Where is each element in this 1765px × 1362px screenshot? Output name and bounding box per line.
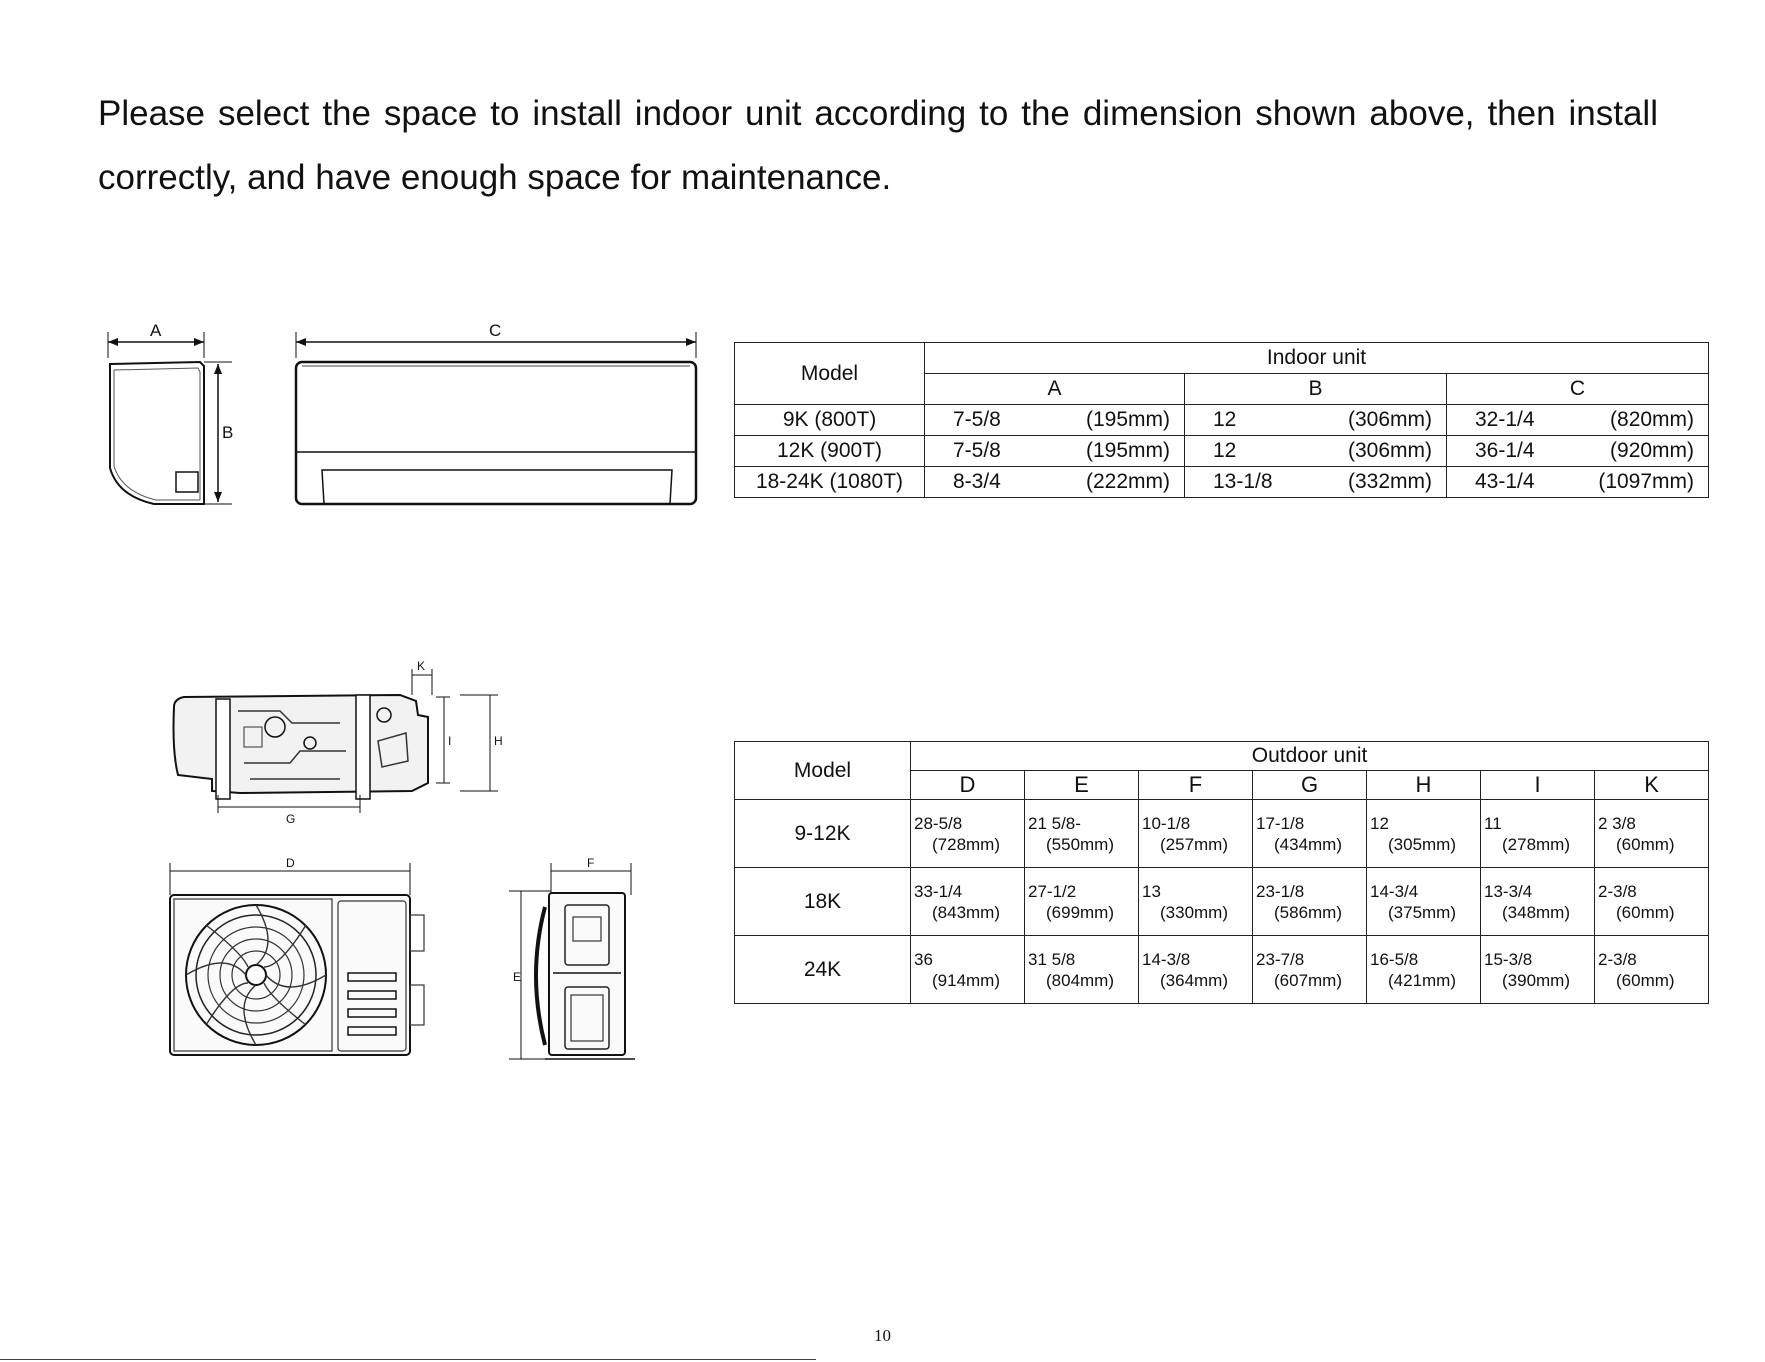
dimension-cell: 7-5/8 (195mm) bbox=[925, 436, 1185, 467]
outdoor-unit-header: Outdoor unit bbox=[911, 742, 1709, 771]
table-row bbox=[735, 868, 1709, 936]
table-row bbox=[735, 467, 1709, 498]
indoor-model-cell: 12K (900T) bbox=[735, 436, 925, 467]
dimension-cell: 8-3/4 (222mm) bbox=[925, 467, 1185, 498]
table-row bbox=[735, 405, 1709, 436]
table-row bbox=[735, 936, 1709, 1004]
dimension-cell: 2-3/8 (60mm) bbox=[1595, 936, 1709, 1004]
dimension-label-a: A bbox=[150, 321, 162, 340]
indoor-column-b: B bbox=[1185, 374, 1447, 405]
dimension-label-b: B bbox=[222, 423, 234, 442]
outdoor-unit-side-view bbox=[505, 855, 645, 1065]
indoor-unit-front-view bbox=[292, 318, 702, 510]
dimension-label-f: F bbox=[587, 856, 595, 870]
dimension-cell: 32-1/4 (820mm) bbox=[1447, 405, 1709, 436]
dimension-cell: 15-3/8 (390mm) bbox=[1481, 936, 1595, 1004]
dimension-cell: 12 (306mm) bbox=[1185, 436, 1447, 467]
dimension-cell: 14-3/4 (375mm) bbox=[1367, 868, 1481, 936]
dimension-cell: 12 (306mm) bbox=[1185, 405, 1447, 436]
dimension-cell: 36 (914mm) bbox=[911, 936, 1025, 1004]
outdoor-model-cell: 18K bbox=[735, 868, 911, 936]
dimension-cell: 13 (330mm) bbox=[1139, 868, 1253, 936]
dimension-cell: 17-1/8 (434mm) bbox=[1253, 800, 1367, 868]
indoor-unit-header: Indoor unit bbox=[925, 343, 1709, 374]
indoor-model-header: Model bbox=[735, 343, 925, 405]
indoor-unit-side-view bbox=[100, 318, 240, 510]
dimension-cell: 2 3/8 (60mm) bbox=[1595, 800, 1709, 868]
indoor-model-cell: 18-24K (1080T) bbox=[735, 467, 925, 498]
dimension-cell: 2-3/8 (60mm) bbox=[1595, 868, 1709, 936]
dimension-cell: 21 5/8- (550mm) bbox=[1025, 800, 1139, 868]
outdoor-unit-table bbox=[734, 741, 1709, 1004]
dimension-cell: 33-1/4 (843mm) bbox=[911, 868, 1025, 936]
outdoor-column-g: G bbox=[1253, 771, 1367, 800]
dimension-label-i: I bbox=[448, 734, 452, 748]
dimension-cell: 13-3/4 (348mm) bbox=[1481, 868, 1595, 936]
dimension-cell: 7-5/8 (195mm) bbox=[925, 405, 1185, 436]
dimension-cell: 28-5/8 (728mm) bbox=[911, 800, 1025, 868]
page-number: 10 bbox=[874, 1326, 891, 1345]
dimension-label-d: D bbox=[286, 856, 295, 870]
outdoor-column-h: H bbox=[1367, 771, 1481, 800]
dimension-cell: 12 (305mm) bbox=[1367, 800, 1481, 868]
outdoor-unit-front-view bbox=[160, 855, 435, 1065]
outdoor-unit-top-view bbox=[160, 655, 520, 830]
dimension-cell: 16-5/8 (421mm) bbox=[1367, 936, 1481, 1004]
dimension-label-k: K bbox=[417, 659, 426, 673]
dimension-cell: 36-1/4 (920mm) bbox=[1447, 436, 1709, 467]
outdoor-column-d: D bbox=[911, 771, 1025, 800]
dimension-cell: 43-1/4 (1097mm) bbox=[1447, 467, 1709, 498]
dimension-cell: 23-1/8 (586mm) bbox=[1253, 868, 1367, 936]
outdoor-column-i: I bbox=[1481, 771, 1595, 800]
indoor-column-c: C bbox=[1447, 374, 1709, 405]
dimension-cell: 27-1/2 (699mm) bbox=[1025, 868, 1139, 936]
outdoor-model-header: Model bbox=[735, 742, 911, 800]
intro-paragraph: Please select the space to install indoor unit according to the dimension shown above, then install correctly, and have enough space for maintenance. bbox=[98, 94, 1658, 197]
outdoor-column-k: K bbox=[1595, 771, 1709, 800]
indoor-model-cell: 9K (800T) bbox=[735, 405, 925, 436]
dimension-label-h: H bbox=[494, 734, 503, 748]
table-row bbox=[735, 800, 1709, 868]
dimension-cell: 23-7/8 (607mm) bbox=[1253, 936, 1367, 1004]
dimension-cell: 10-1/8 (257mm) bbox=[1139, 800, 1253, 868]
dimension-label-g: G bbox=[286, 812, 296, 826]
footer-divider bbox=[0, 1359, 816, 1360]
dimension-cell: 14-3/8 (364mm) bbox=[1139, 936, 1253, 1004]
indoor-unit-table bbox=[734, 342, 1709, 498]
dimension-cell: 11 (278mm) bbox=[1481, 800, 1595, 868]
outdoor-model-cell: 9-12K bbox=[735, 800, 911, 868]
outdoor-model-cell: 24K bbox=[735, 936, 911, 1004]
table-row bbox=[735, 436, 1709, 467]
dimension-label-e: E bbox=[513, 970, 522, 984]
indoor-column-a: A bbox=[925, 374, 1185, 405]
dimension-cell: 31 5/8 (804mm) bbox=[1025, 936, 1139, 1004]
dimension-label-c: C bbox=[489, 321, 502, 340]
outdoor-column-f: F bbox=[1139, 771, 1253, 800]
dimension-cell: 13-1/8 (332mm) bbox=[1185, 467, 1447, 498]
outdoor-column-e: E bbox=[1025, 771, 1139, 800]
